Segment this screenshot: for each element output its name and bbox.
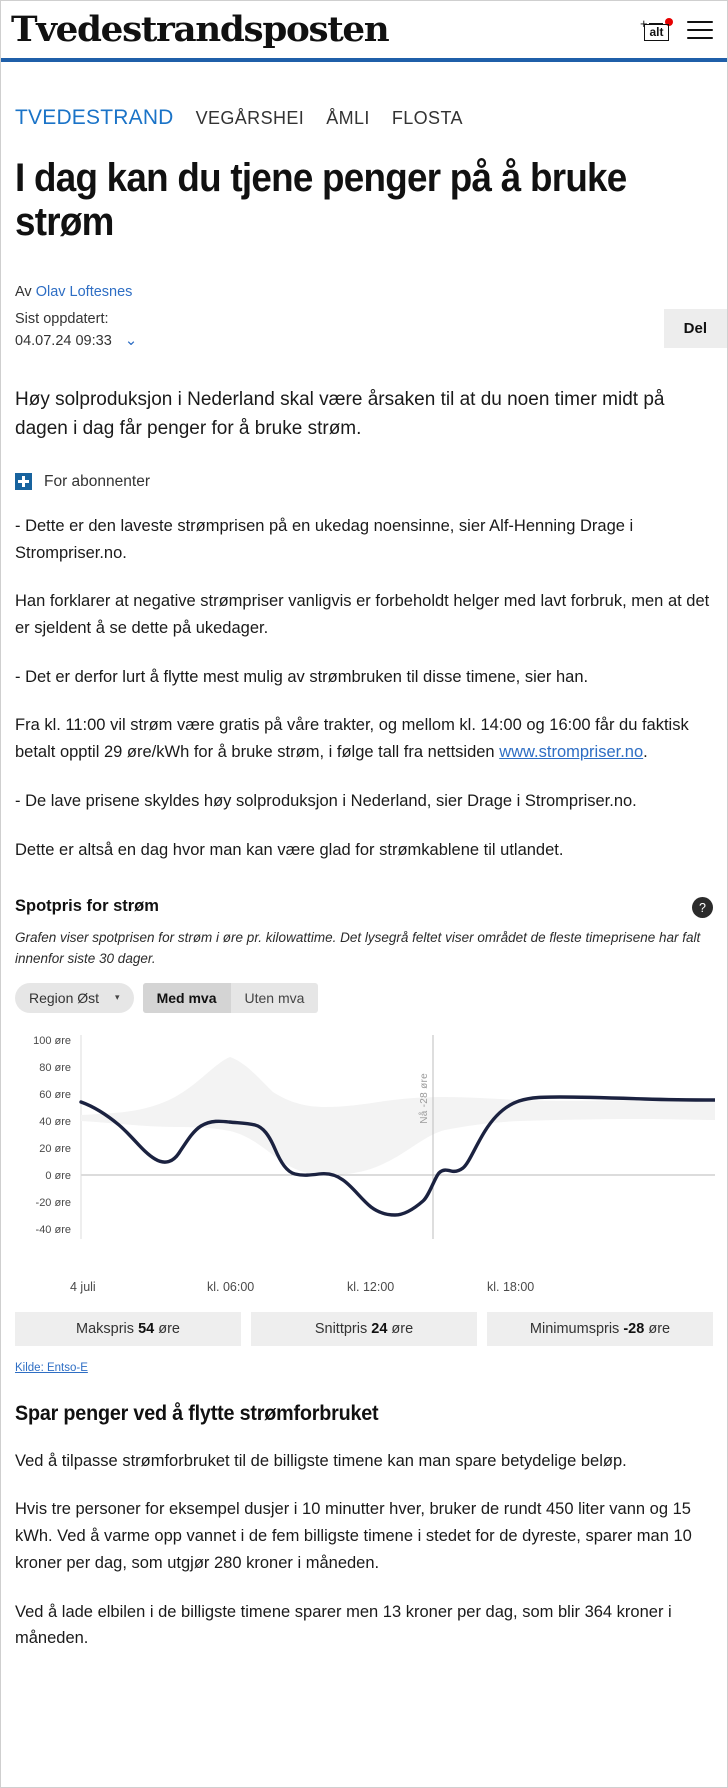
stat-max (15, 1312, 241, 1346)
site-logo[interactable]: Tvedestrandsposten (11, 9, 389, 50)
paragraph: - Det er derfor lurt å flytte mest mulig av strømbruken til disse timene, sier han. (15, 667, 589, 686)
paragraph: Hvis tre personer for eksempel dusjer i 10 minutter hver, bruker de rundt 450 liter vann og 15 kWh. Ved å varme opp vannet i de fem billigste timene i stedet for de dyreste, sparer man 10 kroner per dag, som utgjør 280 kroner i måneden. (15, 1500, 692, 1572)
chart-plot-area (15, 1035, 713, 1278)
masthead-actions (639, 17, 713, 43)
help-icon[interactable]: ? (692, 897, 713, 918)
toggle-with-mva[interactable]: Med mva (143, 983, 231, 1013)
paragraph: - Dette er den laveste strømprisen på en ukedag noensinne, sier Alf-Henning Drage i Strompriser.no. (15, 516, 634, 562)
stat-avg (251, 1312, 477, 1346)
x-tick-1: kl. 06:00 (207, 1279, 255, 1294)
meta-row (15, 309, 713, 352)
chevron-down-icon: ▾ (115, 992, 120, 1003)
page-title: I dag kan du tjene penger på å bruke strøm (15, 156, 627, 244)
byline-prefix: Av (15, 284, 32, 300)
svg-text:0 øre: 0 øre (45, 1169, 71, 1182)
svg-text:-20 øre: -20 øre (35, 1196, 71, 1209)
stat-avg-unit: øre (387, 1320, 414, 1337)
paragraph: Dette er altså en dag hvor man kan være glad for strømkablene til utlandet. (15, 840, 564, 859)
byline (15, 284, 713, 300)
subscriber-badge[interactable] (15, 473, 713, 491)
alt-accessibility-icon[interactable] (639, 17, 673, 43)
svg-text:20 øre: 20 øre (39, 1142, 71, 1155)
svg-text:100 øre: 100 øre (33, 1034, 71, 1047)
spotprice-widget (15, 897, 713, 1376)
x-tick-3: kl. 18:00 (487, 1279, 535, 1294)
stat-avg-value: 24 (371, 1320, 388, 1337)
price-stats (15, 1312, 713, 1346)
alt-label: alt (644, 24, 669, 41)
subscriber-label: For abonnenter (44, 472, 150, 490)
paragraph-text-before: Fra kl. 11:00 vil strøm være gratis på våre trakter, og mellom kl. 14:00 og 16:00 får du faktisk betalt opptil 29 øre/kWh for å bruke strøm, i følge tall fra nettsiden (15, 716, 689, 762)
stat-avg-label: Snittpris (314, 1320, 372, 1337)
hamburger-bar (687, 29, 713, 31)
stat-max-value: 54 (138, 1320, 155, 1337)
stat-max-unit: øre (154, 1320, 180, 1337)
nav-item-amli[interactable]: ÅMLI (326, 108, 370, 128)
svg-text:80 øre: 80 øre (39, 1061, 71, 1074)
nav-item-vegarshei[interactable]: VEGÅRSHEI (195, 108, 305, 128)
masthead (1, 1, 727, 58)
chevron-down-icon[interactable]: ⌄ (124, 332, 138, 350)
stat-min (487, 1312, 713, 1346)
x-tick-2: kl. 12:00 (347, 1279, 395, 1294)
widget-controls (15, 983, 713, 1013)
widget-description: Grafen viser spotprisen for strøm i øre pr. kilowattime. Det lysegrå feltet viser området de fleste timeprisene har falt innenfor siste 30 dager. (15, 930, 701, 966)
x-tick-0: 4 juli (70, 1279, 96, 1294)
mva-toggle (143, 983, 319, 1013)
hamburger-bar (687, 21, 713, 23)
svg-text:-40 øre: -40 øre (35, 1223, 71, 1236)
x-axis-labels (15, 1280, 713, 1300)
last-updated (15, 309, 137, 352)
article-lede: Høy solproduksjon i Nederland skal være årsaken til at du noen timer midt på dagen i dag får penger for å bruke strøm. (15, 389, 665, 439)
paragraph-with-link (15, 712, 713, 765)
region-select-value: Region Øst (29, 989, 100, 1006)
paragraph: Ved å lade elbilen i de billigste timene sparer men 13 kroner per dag, som blir 364 kroner i måneden. (15, 1602, 672, 1648)
stat-min-value: -28 (623, 1320, 645, 1337)
now-price-annotation: Nå -28 øre (419, 1072, 430, 1124)
y-axis-labels (33, 1035, 71, 1236)
svg-text:40 øre: 40 øre (39, 1115, 71, 1128)
paragraph-text-after: . (643, 743, 648, 762)
share-button[interactable]: Del (664, 309, 727, 348)
stat-min-unit: øre (644, 1320, 671, 1337)
nav-item-tvedestrand[interactable]: TVEDESTRAND (15, 106, 174, 129)
last-updated-value-row[interactable] (15, 330, 137, 352)
nav-item-flosta[interactable]: FLOSTA (391, 108, 463, 128)
svg-text:60 øre: 60 øre (39, 1088, 71, 1101)
widget-header (15, 897, 713, 918)
hamburger-menu-icon[interactable] (687, 21, 713, 39)
hamburger-bar (687, 37, 713, 39)
stat-min-label: Minimumspris (529, 1320, 624, 1337)
source-link[interactable]: Kilde: Entso-E (15, 1361, 88, 1374)
region-select[interactable] (15, 983, 134, 1013)
strompriser-link[interactable]: www.strompriser.no (499, 743, 644, 762)
stat-max-label: Makspris (76, 1320, 139, 1337)
last-updated-label: Sist oppdatert: (15, 311, 109, 327)
plus-icon (15, 473, 32, 490)
section-nav (1, 62, 727, 130)
toggle-without-mva[interactable]: Uten mva (244, 989, 305, 1006)
article-body (1, 156, 727, 1652)
paragraph: Ved å tilpasse strømforbruket til de billigste timene kan man spare betydelige beløp. (15, 1451, 627, 1470)
last-updated-value: 04.07.24 09:33 (15, 333, 112, 350)
widget-title: Spotpris for strøm (15, 897, 159, 916)
paragraph: - De lave prisene skyldes høy solproduksjon i Nederland, sier Drage i Strompriser.no. (15, 791, 637, 810)
author-link[interactable]: Olav Loftesnes (35, 284, 133, 300)
spotprice-line-chart (15, 1035, 715, 1278)
plus-glyph: + (640, 15, 648, 31)
section-heading: Spar penger ved å flytte strømforbruket (15, 1401, 379, 1425)
paragraph: Han forklarer at negative strømpriser vanligvis er forbeholdt helger med lavt forbruk, men at det er sjeldent å se dette på ukedager. (15, 592, 710, 637)
